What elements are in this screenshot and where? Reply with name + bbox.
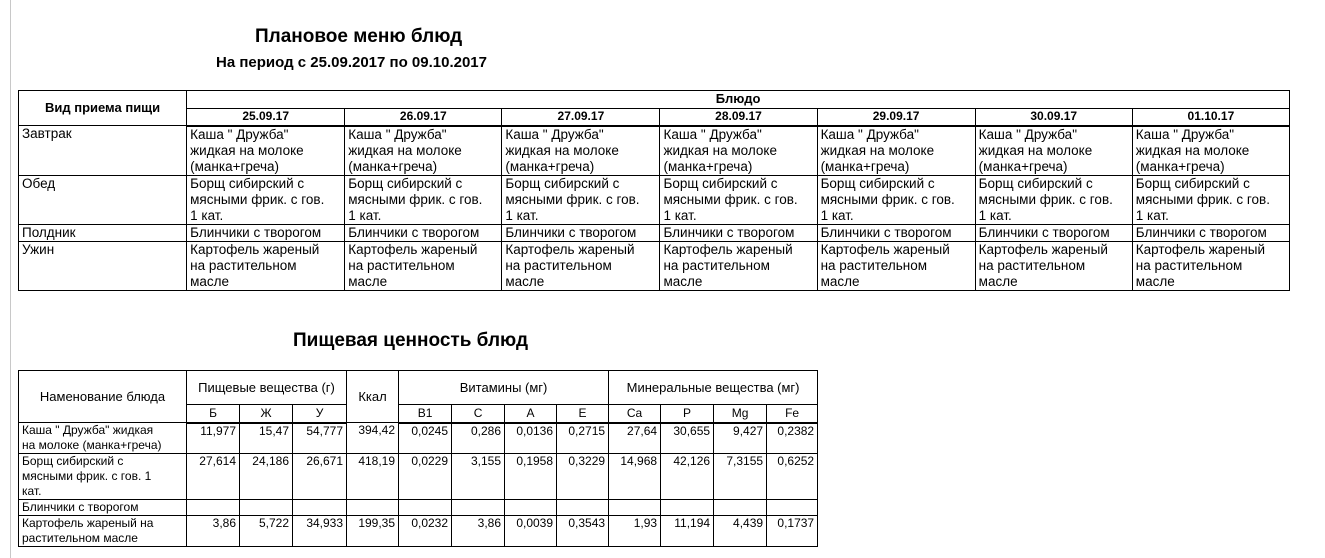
dish-text-line: на растительном <box>663 257 770 273</box>
dish-text-line: Борщ сибирский с <box>978 175 1093 191</box>
dish-text-line: масле <box>820 273 860 289</box>
dish-text-line: мясными фрик. с гов. <box>978 191 1113 207</box>
menu-row <box>19 175 1290 224</box>
dish-text-line: (манка+греча) <box>348 158 438 174</box>
dish-header: Блюдо <box>187 91 1290 109</box>
dish-cell <box>345 224 502 241</box>
value-cell-ca: 14,968 <box>609 454 661 500</box>
dish-text-line: (манка+греча) <box>190 158 279 174</box>
dish-text-line: (манка+греча) <box>663 158 753 174</box>
dish-name-line: Борщ сибирский с <box>22 454 124 468</box>
dish-cell <box>502 126 660 176</box>
dish-name-line: Блинчики с творогом <box>22 500 139 514</box>
value-cell-mg: 4,439 <box>714 516 767 547</box>
dish-cell <box>817 175 975 224</box>
dish-cell <box>187 224 345 241</box>
value-cell-c: 3,155 <box>452 454 505 500</box>
dish-text-line: Картофель жареный <box>348 241 478 257</box>
value-cell-a: 0,0039 <box>505 516 557 547</box>
dish-cell <box>1132 126 1289 176</box>
dish-name-header: Наменование блюда <box>19 371 187 423</box>
value-cell-kcal: 199,35 <box>347 516 399 547</box>
mineral-subheader: P <box>661 405 714 423</box>
dish-text-line: Блинчики с творогом <box>1135 224 1267 240</box>
value-cell-ca <box>609 500 661 516</box>
dish-cell <box>975 224 1132 241</box>
value-cell-fe <box>767 500 818 516</box>
dish-text-line: Каша " Дружба" <box>663 126 762 142</box>
dish-text-line: Борщ сибирский с <box>1135 175 1250 191</box>
dish-cell <box>502 175 660 224</box>
dish-text-line: мясными фрик. с гов. <box>348 191 483 207</box>
value-cell-e <box>557 500 609 516</box>
nutrition-row <box>19 423 818 454</box>
value-cell-zh <box>240 500 293 516</box>
dish-text-line: Блинчики с творогом <box>820 224 952 240</box>
nutrient-subheader: У <box>293 405 347 423</box>
vitamins-header: Витамины (мг) <box>399 371 609 405</box>
dish-name-cell <box>19 423 187 454</box>
dish-text-line: масле <box>1135 273 1175 289</box>
meal-type-cell: Завтрак <box>19 126 187 176</box>
dish-name-cell <box>19 454 187 500</box>
dish-text-line: жидкая на молоке <box>1135 142 1250 158</box>
value-cell-ca: 1,93 <box>609 516 661 547</box>
dish-text-line: (манка+греча) <box>505 158 595 174</box>
value-cell-u: 34,933 <box>293 516 347 547</box>
nutrition-table <box>18 370 818 547</box>
dish-text-line: масле <box>978 273 1018 289</box>
dish-text-line: Каша " Дружба" <box>505 126 604 142</box>
value-cell-u: 54,777 <box>293 423 347 454</box>
dish-text-line: масле <box>663 273 703 289</box>
dish-name-line: Каша " Дружба" жидкая <box>22 423 154 437</box>
dish-text-line: 1 кат. <box>1135 207 1169 223</box>
dish-text-line: мясными фрик. с гов. <box>190 191 325 207</box>
nutrition-title: Пищевая ценность блюд <box>293 330 529 351</box>
menu-row <box>19 224 1290 241</box>
dish-text-line: Картофель жареный <box>978 241 1108 257</box>
value-cell-kcal: 418,19 <box>347 454 399 500</box>
dish-cell <box>502 224 660 241</box>
dish-text-line: (манка+греча) <box>978 158 1068 174</box>
dish-cell <box>1132 224 1289 241</box>
mineral-subheader: Mg <box>714 405 767 423</box>
dish-text-line: на растительном <box>505 257 612 273</box>
dish-text-line: Каша " Дружба" <box>348 126 447 142</box>
value-cell-kcal <box>347 500 399 516</box>
value-cell-p: 30,655 <box>661 423 714 454</box>
dish-cell <box>187 126 345 176</box>
menu-title: Плановое меню блюд <box>255 26 463 47</box>
value-cell-mg: 7,3155 <box>714 454 767 500</box>
dish-text-line: Блинчики с творогом <box>348 224 480 240</box>
dish-text-line: Каша " Дружба" <box>190 126 289 142</box>
date-header: 28.09.17 <box>660 109 817 126</box>
dish-name-line: мясными фрик. с гов. 1 <box>22 469 152 483</box>
meal-type-header: Вид приема пищи <box>19 91 187 126</box>
dish-text-line: на растительном <box>820 257 928 273</box>
dish-text-line: Картофель жареный <box>1135 241 1265 257</box>
dish-text-line: 1 кат. <box>820 207 854 223</box>
dish-text-line: Борщ сибирский с <box>663 175 778 191</box>
dish-text-line: мясными фрик. с гов. <box>663 191 798 207</box>
dish-text-line: 1 кат. <box>190 207 224 223</box>
period-subtitle: На период с 25.09.2017 по 09.10.2017 <box>216 54 487 71</box>
meal-type-cell: Обед <box>19 175 187 224</box>
dish-text-line: 1 кат. <box>663 207 697 223</box>
dish-text-line: Картофель жареный <box>190 241 320 257</box>
dish-cell <box>975 175 1132 224</box>
dish-text-line: мясными фрик. с гов. <box>1135 191 1270 207</box>
dish-cell <box>187 175 345 224</box>
dish-name-cell <box>19 500 187 516</box>
vitamin-subheader: С <box>452 405 505 423</box>
dish-text-line: Картофель жареный <box>820 241 950 257</box>
dish-cell <box>345 241 502 290</box>
meal-type-cell: Ужин <box>19 241 187 290</box>
value-cell-b: 27,614 <box>187 454 240 500</box>
dish-cell <box>660 224 817 241</box>
value-cell-a <box>505 500 557 516</box>
dish-text-line: Картофель жареный <box>505 241 635 257</box>
dish-text-line: мясными фрик. с гов. <box>505 191 640 207</box>
dish-text-line: Картофель жареный <box>663 241 793 257</box>
dish-text-line: масле <box>505 273 545 289</box>
dish-text-line: 1 кат. <box>505 207 539 223</box>
value-cell-b1: 0,0245 <box>399 423 452 454</box>
dish-text-line: Борщ сибирский с <box>348 175 463 191</box>
meal-type-cell: Полдник <box>19 224 187 241</box>
value-cell-e: 0,3543 <box>557 516 609 547</box>
value-cell-b <box>187 500 240 516</box>
date-header: 27.09.17 <box>502 109 660 126</box>
dish-text-line: мясными фрик. с гов. <box>820 191 955 207</box>
dish-cell <box>817 224 975 241</box>
dish-cell <box>975 241 1132 290</box>
nutrition-row <box>19 516 818 547</box>
nutrition-row <box>19 454 818 500</box>
dish-name-line: на молоке (манка+греча) <box>22 438 162 452</box>
nutrient-subheader: Б <box>187 405 240 423</box>
date-header: 25.09.17 <box>187 109 345 126</box>
dish-cell <box>1132 175 1289 224</box>
vitamin-subheader: А <box>505 405 557 423</box>
dish-cell <box>817 126 975 176</box>
value-cell-c: 0,286 <box>452 423 505 454</box>
value-cell-zh: 24,186 <box>240 454 293 500</box>
dish-text-line: жидкая на молоке <box>978 142 1093 158</box>
dish-cell <box>1132 241 1289 290</box>
dish-text-line: Каша " Дружба" <box>1135 126 1235 142</box>
mineral-subheader: Ca <box>609 405 661 423</box>
dish-text-line: Блинчики с творогом <box>663 224 795 240</box>
dish-name-line: растительном масле <box>22 531 138 545</box>
dish-text-line: Борщ сибирский с <box>190 175 305 191</box>
value-cell-b1: 0,0232 <box>399 516 452 547</box>
dish-name-line: Картофель жареный на <box>22 516 154 530</box>
dish-text-line: жидкая на молоке <box>505 142 619 158</box>
value-cell-zh: 5,722 <box>240 516 293 547</box>
value-cell-fe: 0,2382 <box>767 423 818 454</box>
minerals-header: Минеральные вещества (мг) <box>609 371 818 405</box>
dish-cell <box>975 126 1132 176</box>
dish-text-line: жидкая на молоке <box>820 142 935 158</box>
value-cell-fe: 0,1737 <box>767 516 818 547</box>
dish-text-line: 1 кат. <box>978 207 1012 223</box>
vitamin-subheader: Е <box>557 405 609 423</box>
mineral-subheader: Fe <box>767 405 818 423</box>
value-cell-p: 11,194 <box>661 516 714 547</box>
dish-cell <box>187 241 345 290</box>
dish-cell <box>345 175 502 224</box>
dish-cell <box>660 126 817 176</box>
dish-text-line: 1 кат. <box>348 207 382 223</box>
value-cell-kcal: 394,42 <box>347 423 399 454</box>
dish-text-line: масле <box>348 273 388 289</box>
dish-text-line: на растительном <box>190 257 297 273</box>
value-cell-a: 0,1958 <box>505 454 557 500</box>
date-header: 29.09.17 <box>817 109 975 126</box>
dish-cell <box>502 241 660 290</box>
dish-text-line: масле <box>190 273 230 289</box>
value-cell-u: 26,671 <box>293 454 347 500</box>
value-cell-b1 <box>399 500 452 516</box>
dish-text-line: Блинчики с творогом <box>978 224 1110 240</box>
date-header: 26.09.17 <box>345 109 502 126</box>
dish-text-line: Каша " Дружба" <box>978 126 1077 142</box>
dish-text-line: (манка+греча) <box>820 158 910 174</box>
dish-text-line: Блинчики с творогом <box>505 224 637 240</box>
nutrient-subheader: Ж <box>240 405 293 423</box>
value-cell-fe: 0,6252 <box>767 454 818 500</box>
dish-cell <box>660 241 817 290</box>
date-header: 30.09.17 <box>975 109 1132 126</box>
value-cell-e: 0,2715 <box>557 423 609 454</box>
dish-cell <box>817 241 975 290</box>
value-cell-b: 3,86 <box>187 516 240 547</box>
value-cell-zh: 15,47 <box>240 423 293 454</box>
value-cell-c <box>452 500 505 516</box>
dish-text-line: на растительном <box>978 257 1086 273</box>
value-cell-e: 0,3229 <box>557 454 609 500</box>
value-cell-ca: 27,64 <box>609 423 661 454</box>
menu-row <box>19 241 1290 290</box>
dish-text-line: Блинчики с творогом <box>190 224 322 240</box>
dish-text-line: жидкая на молоке <box>190 142 304 158</box>
dish-cell <box>660 175 817 224</box>
value-cell-p: 42,126 <box>661 454 714 500</box>
nutrients-header: Пищевые вещества (г) <box>187 371 347 405</box>
value-cell-a: 0,0136 <box>505 423 557 454</box>
menu-row <box>19 126 1290 176</box>
value-cell-mg: 9,427 <box>714 423 767 454</box>
menu-table <box>18 90 1290 291</box>
dish-name-line: кат. <box>22 484 42 498</box>
date-header: 01.10.17 <box>1132 109 1289 126</box>
dish-text-line: на растительном <box>1135 257 1243 273</box>
dish-text-line: Борщ сибирский с <box>505 175 620 191</box>
dish-cell <box>345 126 502 176</box>
dish-text-line: на растительном <box>348 257 455 273</box>
value-cell-b1: 0,0229 <box>399 454 452 500</box>
value-cell-u <box>293 500 347 516</box>
dish-text-line: жидкая на молоке <box>348 142 462 158</box>
vitamin-subheader: В1 <box>399 405 452 423</box>
value-cell-p <box>661 500 714 516</box>
nutrition-row <box>19 500 818 516</box>
page-edge-line <box>10 0 11 558</box>
value-cell-c: 3,86 <box>452 516 505 547</box>
dish-text-line: Борщ сибирский с <box>820 175 935 191</box>
value-cell-mg <box>714 500 767 516</box>
value-cell-b: 11,977 <box>187 423 240 454</box>
dish-text-line: (манка+греча) <box>1135 158 1225 174</box>
dish-name-cell <box>19 516 187 547</box>
dish-text-line: жидкая на молоке <box>663 142 777 158</box>
dish-text-line: Каша " Дружба" <box>820 126 919 142</box>
kcal-header: Ккал <box>347 371 399 423</box>
